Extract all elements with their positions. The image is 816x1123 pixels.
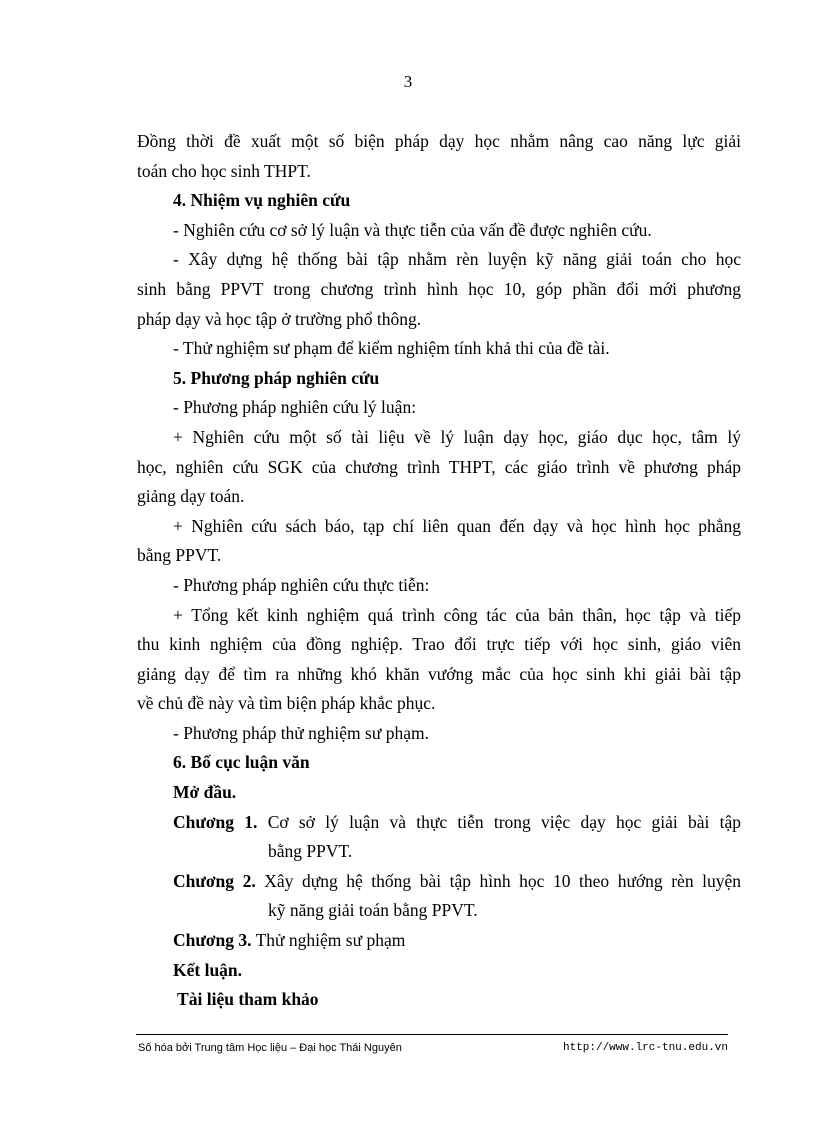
references-label: Tài liệu tham khảo [173,989,319,1010]
section-4-item-2-line-2: sinh bằng PPVT trong chương trình hình học 10, góp phần đổi mới phương [137,278,741,299]
intro-line-1: Đồng thời đề xuất một số biện pháp dạy học nhằm nâng cao năng lực giải [137,131,741,151]
intro-line-2: toán cho học sinh THPT. [137,160,311,181]
opening-label: Mở đầu. [173,782,237,803]
section-6-heading: 6. Bố cục luận văn [173,752,310,773]
section-4-item-1: - Nghiên cứu cơ sở lý luận và thực tiễn của vấn đề được nghiên cứu. [173,219,652,240]
section-5-heading: 5. Phương pháp nghiên cứu [173,367,380,388]
chapter-3-title: Thử nghiệm sư phạm [251,930,406,951]
method-2: - Phương pháp nghiên cứu thực tiễn: [173,574,430,595]
method-1a-line-3: giảng dạy toán. [137,486,245,507]
chapter-2-entry [137,867,741,926]
method-3: - Phương pháp thử nghiệm sư phạm. [173,722,429,743]
section-4-item-2-line-1: - Xây dựng hệ thống bài tập nhằm rèn luyện kỹ năng giải toán cho học [173,249,741,270]
method-1a-line-1: + Nghiên cứu một số tài liệu về lý luận dạy học, giáo dục học, tâm lý [173,426,741,447]
method-1b-line-1: + Nghiên cứu sách báo, tạp chí liên quan đến dạy và học hình học phẳng [173,515,741,536]
method-2a-line-1: + Tổng kết kinh nghiệm quá trình công tác của bản thân, học tập và tiếp [173,604,741,625]
footer-url[interactable]: http://www.lrc-tnu.edu.vn [562,1042,728,1054]
chapter-1-title-line-1: Cơ sở lý luận và thực tiễn trong việc dạy học giải bài tập [257,811,742,832]
footer-source: Số hóa bởi Trung tâm Học liệu – Đại học Thái Nguyên [138,1042,402,1054]
chapter-1-label: Chương 1. [173,811,258,832]
method-2a-line-3: giảng dạy để tìm ra những khó khăn vướng mắc của học sinh khi giải bài tập [137,663,741,684]
method-1a-line-2: học, nghiên cứu SGK của chương trình THPT, các giáo trình về phương pháp [137,456,741,477]
method-2a-line-4: về chủ đề này và tìm biện pháp khắc phục. [137,693,436,714]
chapter-1-entry [137,808,741,867]
chapter-3-entry [137,926,741,956]
document-body [137,127,741,1015]
chapter-2-label: Chương 2. [173,870,256,891]
method-1: - Phương pháp nghiên cứu lý luận: [173,397,417,418]
page-number: 3 [403,72,413,91]
chapter-2-title-line-2: kỹ năng giải toán bằng PPVT. [268,900,478,921]
chapter-3-label: Chương 3. [173,930,252,951]
footer-divider [136,1034,728,1035]
method-2a-line-2: thu kinh nghiệm của đồng nghiệp. Trao đổi trực tiếp với học sinh, giáo viên [137,634,741,655]
chapter-1-title-line-2: bằng PPVT. [268,841,353,862]
section-4-item-3: - Thử nghiệm sư phạm để kiểm nghiệm tính khả thi của đề tài. [173,338,610,359]
conclusion-label: Kết luận. [173,959,243,980]
section-4-heading: 4. Nhiệm vụ nghiên cứu [173,190,351,211]
method-1b-line-2: bằng PPVT. [137,545,222,566]
chapter-2-title-line-1: Xây dựng hệ thống bài tập hình học 10 theo hướng rèn luyện [255,870,741,891]
section-4-item-2-line-3: pháp dạy và học tập ở trường phổ thông. [137,308,422,329]
